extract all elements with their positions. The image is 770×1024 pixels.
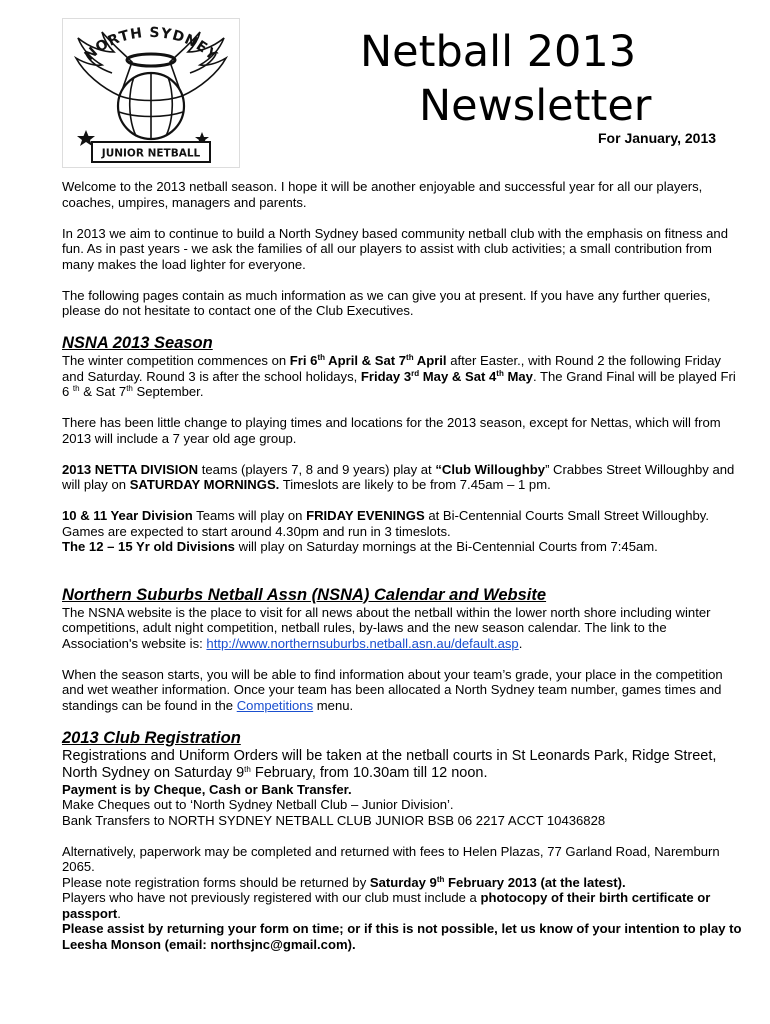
website-heading: Northern Suburbs Netball Assn (NSNA) Calendar and Website	[62, 585, 547, 604]
club-logo	[62, 18, 240, 168]
logo-bottom-text: JUNIOR NETBALL	[101, 147, 201, 160]
website-paragraph-1: The NSNA website is the place to visit for all news about the netball within the lower north shore including winter competitions, adult night competition, netball rules, by-laws and the new season calendar. The link to the Association's website is: http://www.northernsuburbs.netball.asn.au/default.asp.	[62, 604, 711, 651]
nsna-website-link[interactable]: http://www.northernsuburbs.netball.asn.au/default.asp	[206, 635, 519, 651]
competitions-link[interactable]: Competitions	[236, 697, 314, 713]
cheque-instructions: Make Cheques out to ‘North Sydney Netball Club – Junior Division’.	[62, 797, 454, 812]
intro-paragraph-2: In 2013 we aim to continue to build a North Sydney based community netball club with the emphasis on fitness and fun. As in past years - we ask the families of all our players to assist with club activities; a small contribution from many makes the load lighter for everyone.	[62, 225, 728, 272]
registration-heading: 2013 Club Registration	[62, 728, 241, 747]
bank-transfer-details: Bank Transfers to NORTH SYDNEY NETBALL CLUB JUNIOR BSB 06 2217 ACCT 10436828	[62, 812, 606, 828]
season-heading: NSNA 2013 Season	[62, 334, 213, 352]
season-changes-paragraph: There has been little change to playing times and locations for the 2013 season, except for Nettas, which will from 2013 will include a 7 year old age group.	[62, 415, 721, 446]
intro-paragraph-1: Welcome to the 2013 netball season. I hope it will be another enjoyable and successful year for all our players, coaches, umpires, managers and parents.	[62, 179, 703, 210]
netta-division-paragraph: 2013 NETTA DIVISION teams (players 7, 8 and 9 years) play at “Club Willoughby” Crabbes Street Willoughby and will play on SATURDAY MORNINGS. Timeslots are likely to be from 7.45am – 1 pm.	[62, 461, 735, 492]
twelve-fifteen-division-paragraph: The 12 – 15 Yr old Divisions will play on Saturday mornings at the Bi-Centennial Courts from 7:45am.	[62, 539, 658, 554]
assist-request: Please assist by returning your form on time; or if this is not possible, let us know of your intention to play to Leesha Monson (email: northsjnc@gmail.com).	[62, 921, 742, 952]
registration-details: Registrations and Uniform Orders will be taken at the netball courts in St Leonards Park, Ridge Street, North Sydney on Saturday 9th February, from 10.30am till 12 noon.	[62, 747, 717, 781]
newsletter-body	[62, 179, 742, 952]
newsletter-date: For January, 2013	[598, 130, 717, 146]
alternative-return: Alternatively, paperwork may be completed and returned with fees to Helen Plazas, 77 Garland Road, Naremburn 2065.	[62, 843, 720, 874]
return-deadline: Please note registration forms should be returned by Saturday 9th February 2013 (at the latest).	[62, 874, 626, 890]
newsletter-title: Netball 2013	[360, 27, 637, 77]
website-paragraph-2: When the season starts, you will be able to find information about your team’s grade, your place in the competition and wet weather information. Once your team has been allocated a North Sydney team number, games times and standings can be found in the Competitions menu.	[62, 666, 723, 713]
ten-eleven-division-paragraph: 10 & 11 Year Division Teams will play on FRIDAY EVENINGS at Bi-Centennial Courts Small Street Willoughby. Games are expected to start around 4.30pm and run in 3 timeslots.	[62, 508, 709, 539]
newsletter-subtitle: Newsletter	[419, 81, 652, 131]
new-player-requirements: Players who have not previously registered with our club must include a photocopy of their birth certificate or passport.	[62, 890, 711, 921]
season-dates-paragraph: The winter competition commences on Fri 6th April & Sat 7th April after Easter., with Round 2 the following Friday and Saturday. Round 3 is after the school holidays, Friday 3rd May & Sat 4th May. The Grand Final will be played Fri 6 $^{th}$ & Sat 7th September.	[62, 353, 736, 399]
payment-methods: Payment is by Cheque, Cash or Bank Transfer.	[62, 781, 352, 797]
logo-top-text: NORTH SYDNEY	[81, 24, 221, 65]
intro-paragraph-3: The following pages contain as much information as we can give you at present. If you have any further queries, please do not hesitate to contact one of the Club Executives.	[62, 287, 711, 318]
